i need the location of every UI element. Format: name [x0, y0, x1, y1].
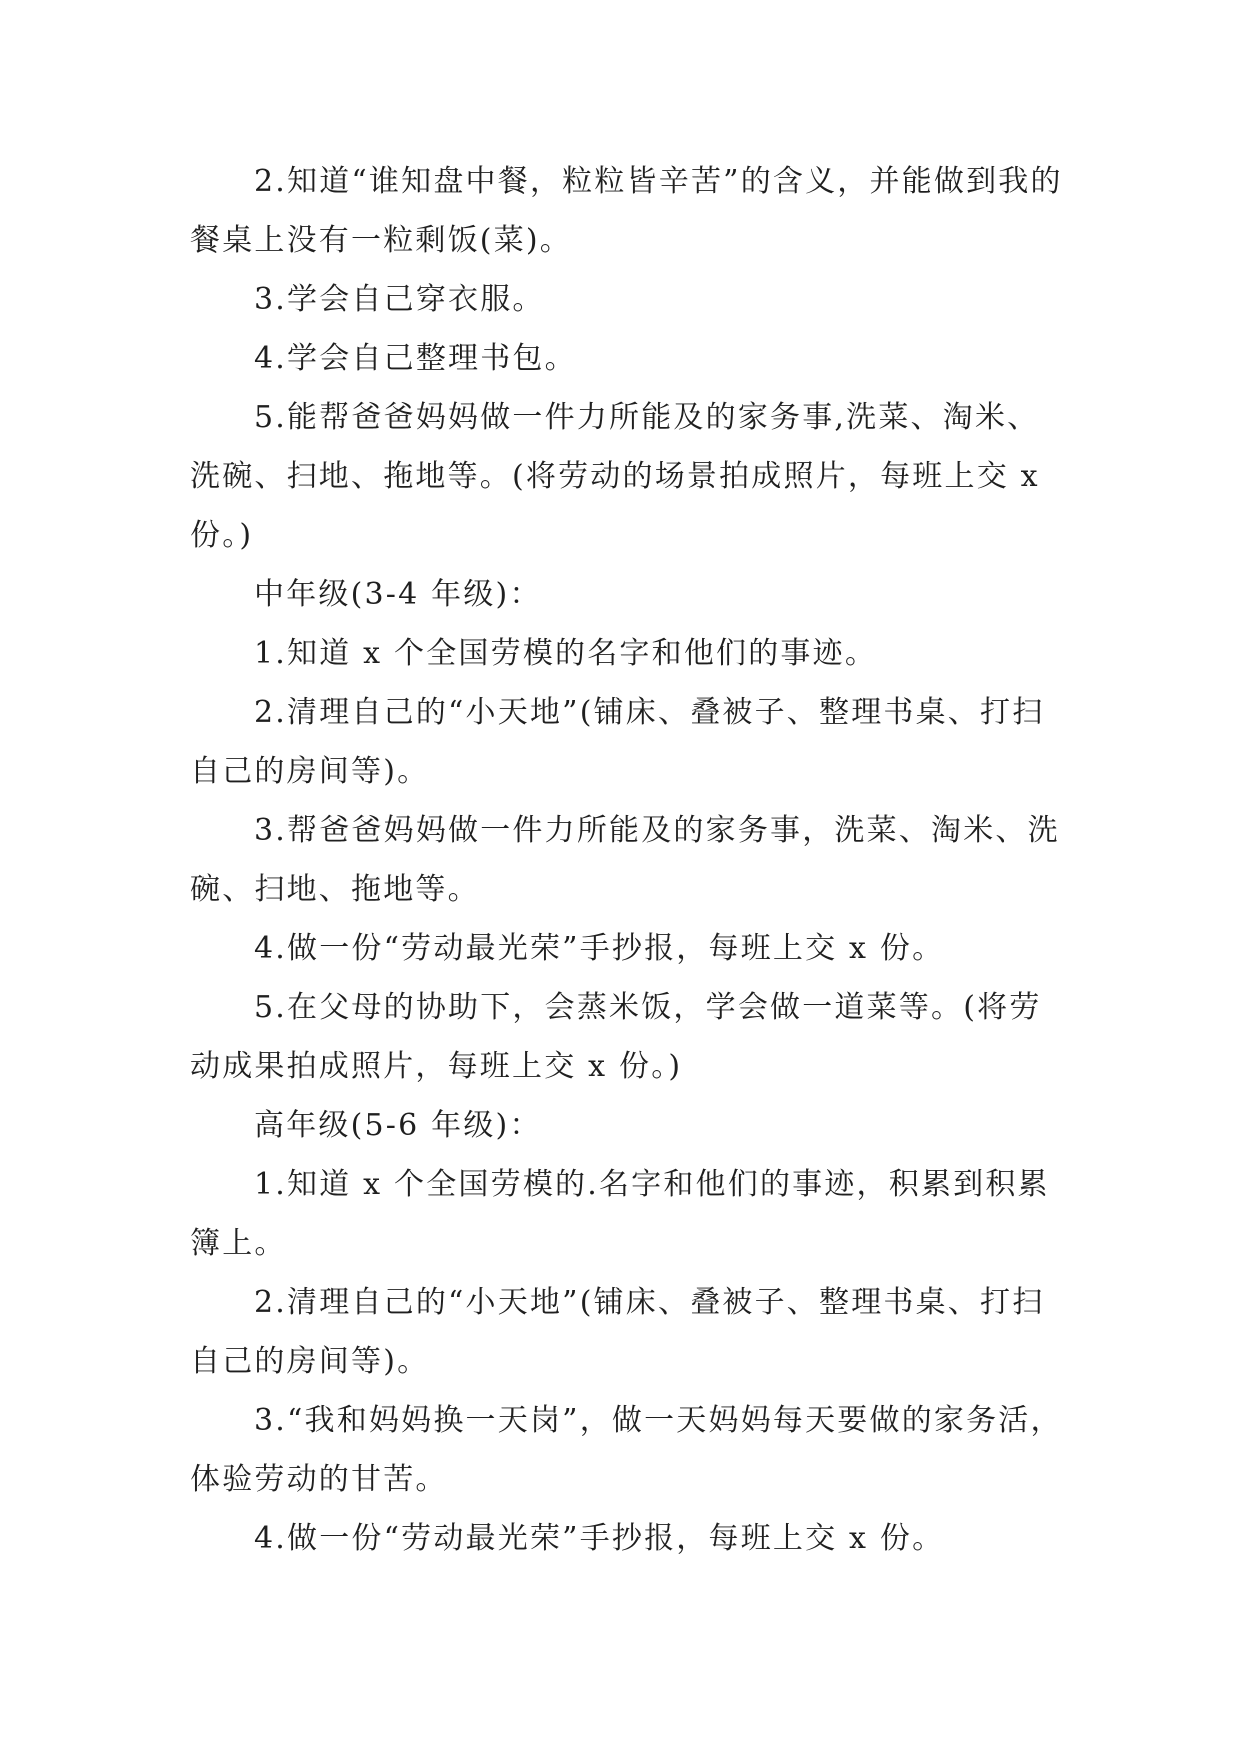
paragraph-middle-item-4: 4.做一份“劳动最光荣”手抄报，每班上交 x 份。 [254, 931, 945, 966]
paragraph-upper-item-1: 1.知道 x 个全国劳模的.名字和他们的事迹，积累到积累簿上。 [190, 1167, 1050, 1261]
paragraph-middle-item-3: 3.帮爸爸妈妈做一件力所能及的家务事，洗菜、淘米、洗碗、扫地、拖地等。 [190, 813, 1060, 907]
paragraph-lower-item-4: 4.学会自己整理书包。 [254, 341, 577, 376]
paragraph-upper-item-3: 3.“我和妈妈换一天岗”，做一天妈妈每天要做的家务活，体验劳动的甘苦。 [190, 1403, 1063, 1497]
section-heading-middle-grade: 中年级(3-4 年级)： [254, 577, 542, 612]
section-heading-upper-grade: 高年级(5-6 年级)： [254, 1108, 542, 1143]
paragraph-upper-item-2: 2.清理自己的“小天地”(铺床、叠被子、整理书桌、打扫自己的房间等)。 [190, 1285, 1045, 1379]
paragraph-lower-item-5: 5.能帮爸爸妈妈做一件力所能及的家务事,洗菜、淘米、洗碗、扫地、拖地等。(将劳动的场景拍成照片，每班上交 x 份。) [190, 400, 1040, 553]
paragraph-middle-item-2: 2.清理自己的“小天地”(铺床、叠被子、整理书桌、打扫自己的房间等)。 [190, 695, 1045, 789]
paragraph-lower-item-2: 2.知道“谁知盘中餐，粒粒皆辛苦”的含义，并能做到我的餐桌上没有一粒剩饭(菜)。 [190, 164, 1063, 258]
paragraph-middle-item-1: 1.知道 x 个全国劳模的名字和他们的事迹。 [254, 636, 878, 671]
paragraph-upper-item-4: 4.做一份“劳动最光荣”手抄报，每班上交 x 份。 [254, 1521, 945, 1556]
paragraph-lower-item-3: 3.学会自己穿衣服。 [254, 282, 545, 317]
paragraph-middle-item-5: 5.在父母的协助下，会蒸米饭，学会做一道菜等。(将劳动成果拍成照片，每班上交 x 份。) [190, 990, 1042, 1084]
document-body [190, 152, 1070, 1568]
